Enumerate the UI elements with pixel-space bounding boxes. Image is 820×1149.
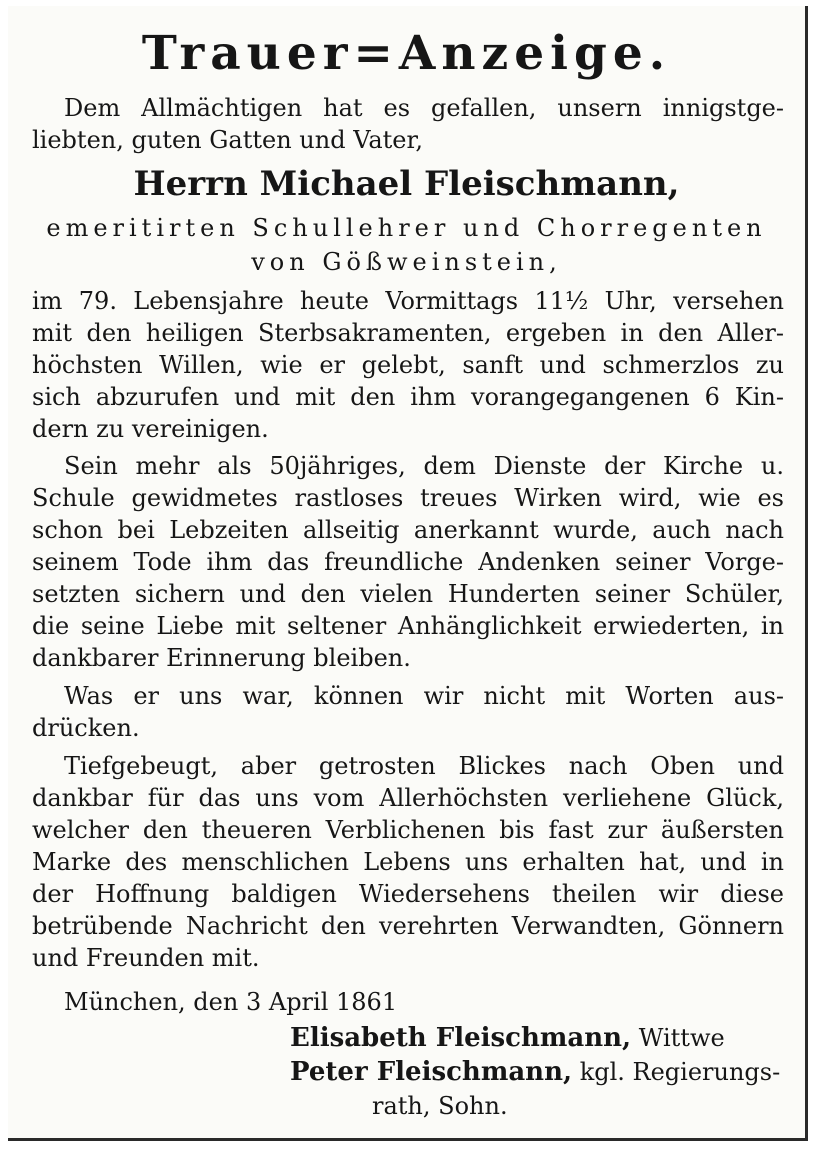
death-notice — [8, 6, 808, 1141]
deceased-title-line: emeritirten Schullehrer und Chorregenten — [46, 214, 767, 242]
signatory-role: kgl. Regierungs- — [579, 1058, 781, 1086]
paragraph-line: drücken. — [32, 714, 140, 742]
paragraph-line: die seine Liebe mit seltener Anhänglichkeit erwiederten, in — [32, 612, 784, 640]
paragraph-line: dankbar für das uns vom Allerhöchsten verliehene Glück, — [32, 784, 784, 812]
paragraph-line: sich abzurufen und mit den ihm vorangegangenen 6 Kin- — [32, 383, 784, 411]
paragraph-line: Was er uns war, können wir nicht mit Worten aus- — [64, 682, 784, 710]
paragraph-line: höchsten Willen, wie er gelebt, sanft und schmerzlos zu — [32, 351, 784, 379]
paragraph-line: schon bei Lebzeiten allseitig anerkannt wurde, auch nach — [32, 516, 784, 544]
paragraph-line: Sein mehr als 50jähriges, dem Dienste der Kirche u. — [64, 452, 784, 480]
paragraph-line: welcher den theueren Verblichenen bis fast zur äußersten — [32, 816, 784, 844]
signatory-role: Wittwe — [638, 1024, 725, 1052]
deceased-title-line: von Gößweinstein, — [251, 248, 562, 276]
paragraph-line: im 79. Lebensjahre heute Vormittags 11½ Uhr, versehen — [32, 287, 784, 315]
signatory-name: Elisabeth Fleischmann, — [290, 1023, 632, 1053]
paragraph-line: dern zu vereinigen. — [32, 415, 269, 443]
paragraph-line: betrübende Nachricht den verehrten Verwandten, Gönnern — [32, 912, 784, 940]
paragraph-line: Marke des menschlichen Lebens uns erhalten hat, und in — [32, 848, 784, 876]
intro-line: Dem Allmächtigen hat es gefallen, unsern innigstge- — [64, 94, 784, 122]
signatory-role-continued: rath, Sohn. — [372, 1092, 508, 1120]
paragraph-line: mit den heiligen Sterbsakramenten, ergeben in den Aller- — [32, 319, 784, 347]
paragraph-line: Tiefgebeugt, aber getrosten Blickes nach Oben und — [64, 752, 784, 780]
paragraph-line: Schule gewidmetes rastloses treues Wirken wird, wie es — [32, 484, 784, 512]
paragraph-line: seinem Tode ihm das freundliche Andenken seiner Vorge- — [32, 548, 784, 576]
paragraph-line: setzten sichern und den vielen Hunderten seiner Schüler, — [32, 580, 784, 608]
signature-line — [290, 1022, 725, 1054]
paragraph-line: dankbarer Erinnerung bleiben. — [32, 644, 411, 672]
notice-title: Trauer=Anzeige. — [141, 26, 672, 81]
paragraph-line: und Freunden mit. — [32, 944, 260, 972]
signatory-name: Peter Fleischmann, — [290, 1057, 573, 1087]
paragraph-line: der Hoffnung baldigen Wiedersehens theilen wir diese — [32, 880, 784, 908]
deceased-name: Herrn Michael Fleischmann, — [133, 164, 680, 204]
intro-line: liebten, guten Gatten und Vater, — [32, 126, 423, 154]
dateline: München, den 3 April 1861 — [64, 988, 398, 1016]
signature-line — [290, 1056, 780, 1088]
